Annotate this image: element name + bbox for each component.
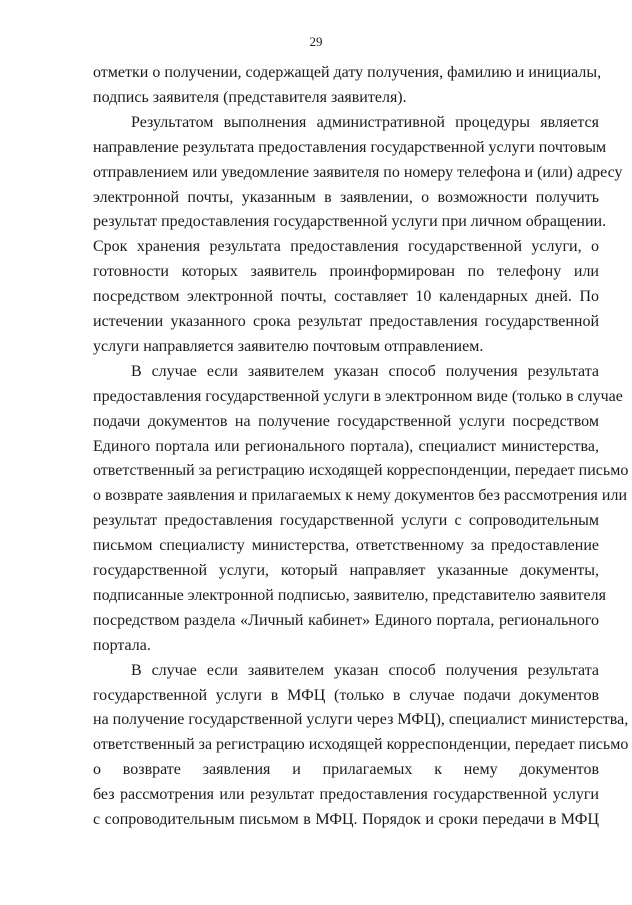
text-line: В случае если заявителем указан способ получения результата [131, 362, 599, 380]
text-line: о возврате заявления и прилагаемых к нему документов без рассмотрения или [93, 487, 628, 505]
text-line: государственной услуги, который направляет указанные документы, [93, 562, 599, 579]
text-line: посредством раздела «Личный кабинет» Единого портала, регионального [93, 611, 599, 629]
text-line: предоставления государственной услуги в электронном виде (только в случае [93, 387, 623, 405]
text-line: без рассмотрения или результат предоставления государственной услуги [93, 786, 599, 804]
text-line: о возврате заявления и прилагаемых к нему документов [93, 761, 599, 779]
text-line: письмом специалисту министерства, ответственному за предоставление [93, 537, 599, 555]
text-line: В случае если заявителем указан способ получения результата [131, 661, 599, 679]
page-number: 29 [309, 34, 323, 49]
text-line: Срок хранения результата предоставления государственной услуги, о [93, 238, 599, 256]
text-line: портала. [93, 636, 151, 654]
text-line: отправлением или уведомление заявителя по номеру телефона и (или) адресу [93, 163, 623, 181]
text-line: направление результата предоставления государственной услуги почтовым [93, 138, 607, 156]
text-line: услуги направляется заявителю почтовым отправлением. [93, 337, 484, 355]
text-line: ответственный за регистрацию исходящей корреспонденции, передает письмо [93, 462, 629, 480]
text-line: Результатом выполнения административной процедуры является [131, 113, 599, 131]
text-line: подачи документов на получение государственной услуги посредством [93, 412, 599, 430]
text-line: истечении указанного срока результат предоставления государственной [93, 313, 599, 330]
text-line: готовности которых заявитель проинформирован по телефону или [93, 263, 599, 281]
text-line: Единого портала или регионального портала), специалист министерства, [93, 437, 599, 455]
text-line: с сопроводительным письмом в МФЦ. Порядок и сроки передачи в МФЦ [93, 811, 599, 828]
text-line: подпись заявителя (представителя заявителя). [93, 88, 407, 106]
text-line: результат предоставления государственной услуги при личном обращении. [93, 213, 607, 231]
text-line: электронной почты, указанным в заявлении, о возможности получить [93, 188, 599, 206]
text-line: на получение государственной услуги через МФЦ), специалист министерства, [93, 711, 629, 729]
text-line: ответственный за регистрацию исходящей корреспонденции, передает письмо [93, 736, 629, 754]
text-line: посредством электронной почты, составляет 10 календарных дней. По [93, 288, 599, 306]
text-line: отметки о получении, содержащей дату получения, фамилию и инициалы, [93, 64, 602, 81]
text-line: результат предоставления государственной услуги с сопроводительным [93, 512, 599, 530]
text-line: подписанные электронной подписью, заявителю, представителю заявителя [93, 586, 606, 604]
text-line: государственной услуги в МФЦ (только в случае подачи документов [93, 686, 599, 704]
